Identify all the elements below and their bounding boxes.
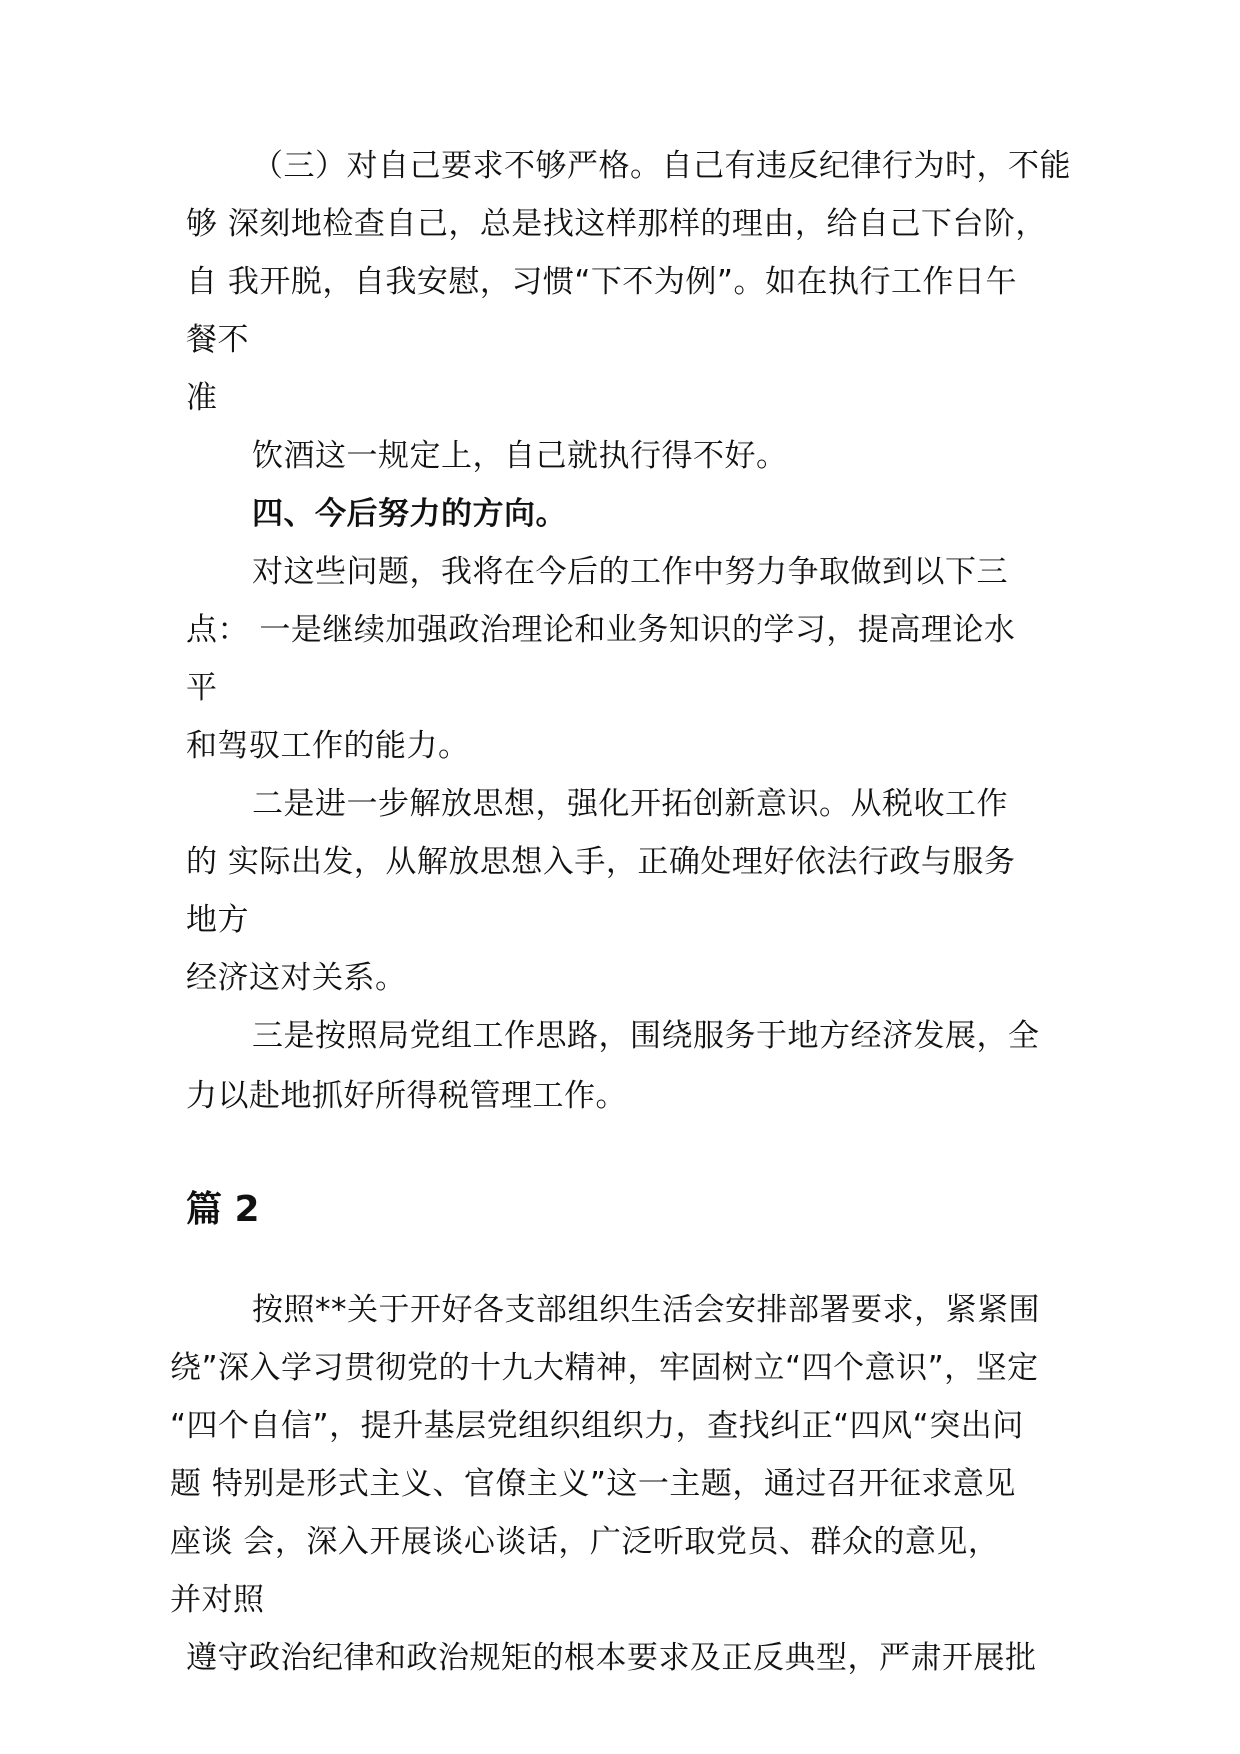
paragraph-line: 饮酒这一规定上，自己就执行得不好。 bbox=[252, 438, 788, 474]
paragraph-line: 遵守政治纪律和政治规矩的根本要求及正反典型，严肃开展批 bbox=[186, 1640, 1037, 1676]
paragraph-line: 平 bbox=[186, 670, 218, 706]
paragraph-line: 餐不 bbox=[186, 322, 249, 358]
paragraph-line: 座谈 会，深入开展谈心谈话，广泛听取党员、群众的意见， bbox=[170, 1524, 1000, 1560]
paragraph-line: 准 bbox=[186, 380, 218, 416]
paragraph-line: 按照**关于开好各支部组织生活会安排部署要求，紧紧围 bbox=[252, 1292, 1040, 1328]
paragraph-line: 对这些问题，我将在今后的工作中努力争取做到以下三 bbox=[252, 554, 1008, 590]
paragraph-line: 二是进一步解放思想，强化开拓创新意识。从税收工作 bbox=[252, 786, 1008, 822]
paragraph-line: 的 实际出发，从解放思想入手，正确处理好依法行政与服务 bbox=[186, 844, 1016, 880]
paragraph-line: 绕”深入学习贯彻党的十九大精神，牢固树立“四个意识”，坚定 bbox=[170, 1350, 1039, 1386]
paragraph-line: 力以赴地抓好所得税管理工作。 bbox=[186, 1078, 627, 1114]
paragraph-line: 点： 一是继续加强政治理论和业务知识的学习，提高理论水 bbox=[186, 612, 1016, 648]
paragraph-line: 和驾驭工作的能力。 bbox=[186, 728, 470, 764]
section-heading: 篇 2 bbox=[186, 1189, 260, 1230]
paragraph-line: 并对照 bbox=[170, 1582, 265, 1618]
paragraph-line: 自 我开脱，自我安慰，习惯“下不为例”。如在执行工作日午 bbox=[186, 264, 1017, 300]
paragraph-line: 地方 bbox=[186, 902, 249, 938]
paragraph-line: （三）对自己要求不够严格。自己有违反纪律行为时，不能 bbox=[252, 148, 1071, 184]
paragraph-line: 够 深刻地检查自己，总是找这样那样的理由，给自己下台阶， bbox=[186, 206, 1047, 242]
paragraph-line: 三是按照局党组工作思路，围绕服务于地方经济发展，全 bbox=[252, 1018, 1040, 1054]
paragraph-line: “四个自信”，提升基层党组织组织力，查找纠正“四风“突出问 bbox=[170, 1408, 1024, 1444]
section-subheading: 四、今后努力的方向。 bbox=[252, 496, 567, 532]
paragraph-line: 题 特别是形式主义、官僚主义”这一主题，通过召开征求意见 bbox=[170, 1466, 1016, 1502]
paragraph-line: 经济这对关系。 bbox=[186, 960, 407, 996]
